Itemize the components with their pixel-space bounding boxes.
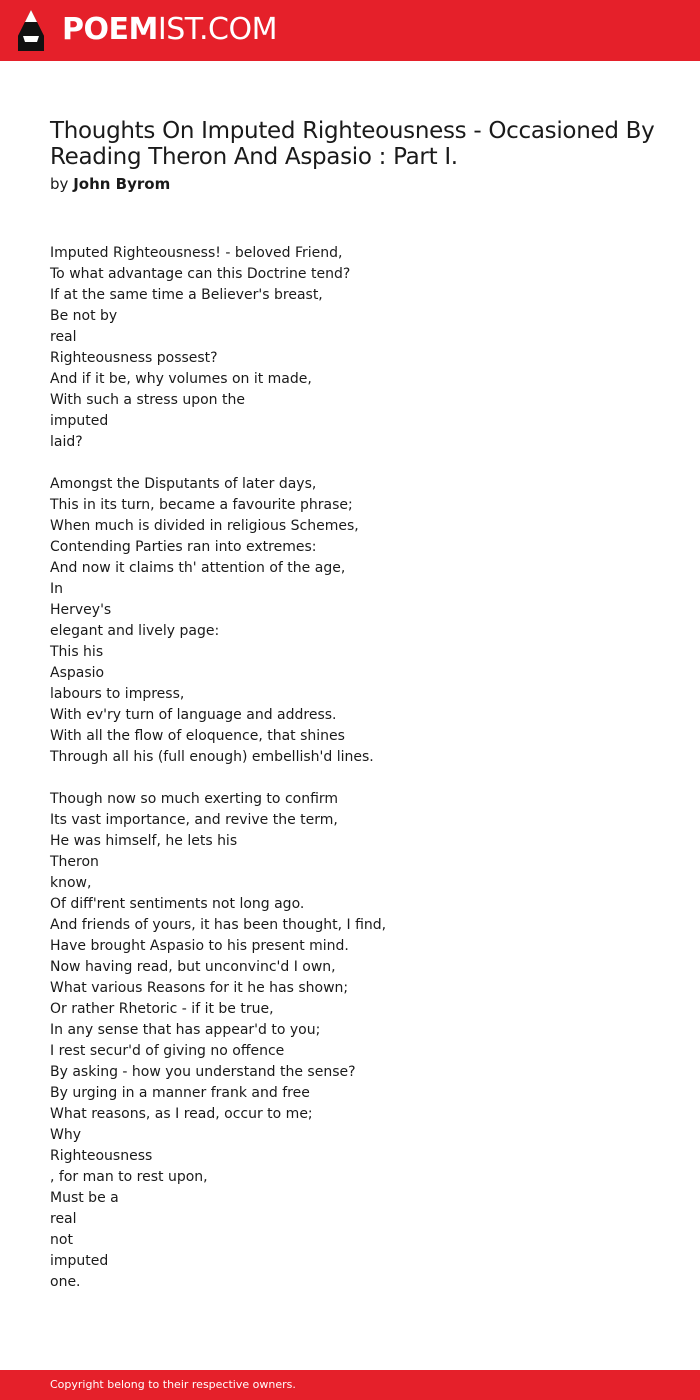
site-logo[interactable] [62, 12, 277, 48]
poem-line: real [50, 329, 77, 345]
logo-light-text: IST.COM [157, 12, 277, 47]
poem-line: With ev'ry turn of language and address. [50, 707, 337, 723]
poem-line: And if it be, why volumes on it made, [50, 371, 312, 387]
author-name[interactable]: John Byrom [73, 175, 171, 193]
poem-line: imputed [50, 1253, 109, 1269]
poem-line: This his [50, 644, 104, 660]
poem-line: Imputed Righteousness! - beloved Friend, [50, 245, 343, 261]
poem-line: With such a stress upon the [50, 392, 245, 408]
poem-line: With all the flow of eloquence, that shines [50, 728, 345, 744]
by-label: by [50, 175, 69, 193]
logo-bold-text: POEM [62, 12, 158, 47]
poem-line: Of diff'rent sentiments not long ago. [50, 896, 305, 912]
poem-stanza [50, 474, 670, 768]
poem-line: Though now so much exerting to confirm [50, 791, 339, 807]
poem-line: Contending Parties ran into extremes: [50, 539, 317, 555]
poem-line: Aspasio [50, 665, 105, 681]
poem-line: , for man to rest upon, [50, 1169, 208, 1185]
poem-line: To what advantage can this Doctrine tend? [50, 266, 351, 282]
poem-line: Amongst the Disputants of later days, [50, 476, 317, 492]
byline [50, 174, 170, 194]
site-header [0, 0, 700, 61]
poem-line: labours to impress, [50, 686, 185, 702]
poem-line: This in its turn, became a favourite phrase; [50, 497, 353, 513]
poem-line: And now it claims th' attention of the age, [50, 560, 346, 576]
poem-line: imputed [50, 413, 109, 429]
poem-line: Theron [50, 854, 99, 870]
poem-line: laid? [50, 434, 83, 450]
poem-line: If at the same time a Believer's breast, [50, 287, 323, 303]
pencil-icon[interactable] [17, 9, 45, 52]
poem-line: know, [50, 875, 92, 891]
site-footer [0, 1370, 700, 1400]
poem-line: By asking - how you understand the sense? [50, 1064, 356, 1080]
poem-line: not [50, 1232, 73, 1248]
poem-line: What various Reasons for it he has shown; [50, 980, 349, 996]
poem-line: In [50, 581, 64, 597]
poem-stanza [50, 243, 670, 453]
poem-stanza [50, 789, 670, 1293]
poem-line: real [50, 1211, 77, 1227]
poem-title: Thoughts On Imputed Righteousness - Occasioned By Reading Theron And Aspasio : Part I. [50, 118, 655, 170]
poem-line: In any sense that has appear'd to you; [50, 1022, 321, 1038]
copyright-text: Copyright belong to their respective owners. [50, 1378, 296, 1391]
poem-line: And friends of yours, it has been thought, I find, [50, 917, 387, 933]
poem-line: Its vast importance, and revive the term, [50, 812, 338, 828]
poem-line: He was himself, he lets his [50, 833, 238, 849]
poem-line: Through all his (full enough) embellish'd lines. [50, 749, 374, 765]
poem-line: What reasons, as I read, occur to me; [50, 1106, 313, 1122]
poem-line: Hervey's [50, 602, 112, 618]
poem-line: Be not by [50, 308, 118, 324]
poem-line: Righteousness [50, 1148, 153, 1164]
poem-line: Have brought Aspasio to his present mind. [50, 938, 349, 954]
poem-line: Why [50, 1127, 82, 1143]
poem-line: one. [50, 1274, 81, 1290]
poem-line: When much is divided in religious Schemes, [50, 518, 359, 534]
poem-line: Or rather Rhetoric - if it be true, [50, 1001, 274, 1017]
poem-line: I rest secur'd of giving no offence [50, 1043, 285, 1059]
poem-line: Righteousness possest? [50, 350, 218, 366]
poem-line: Must be a [50, 1190, 119, 1206]
poem-line: elegant and lively page: [50, 623, 220, 639]
poem-line: By urging in a manner frank and free [50, 1085, 310, 1101]
poem-line: Now having read, but unconvinc'd I own, [50, 959, 336, 975]
poem-body [50, 243, 670, 1314]
